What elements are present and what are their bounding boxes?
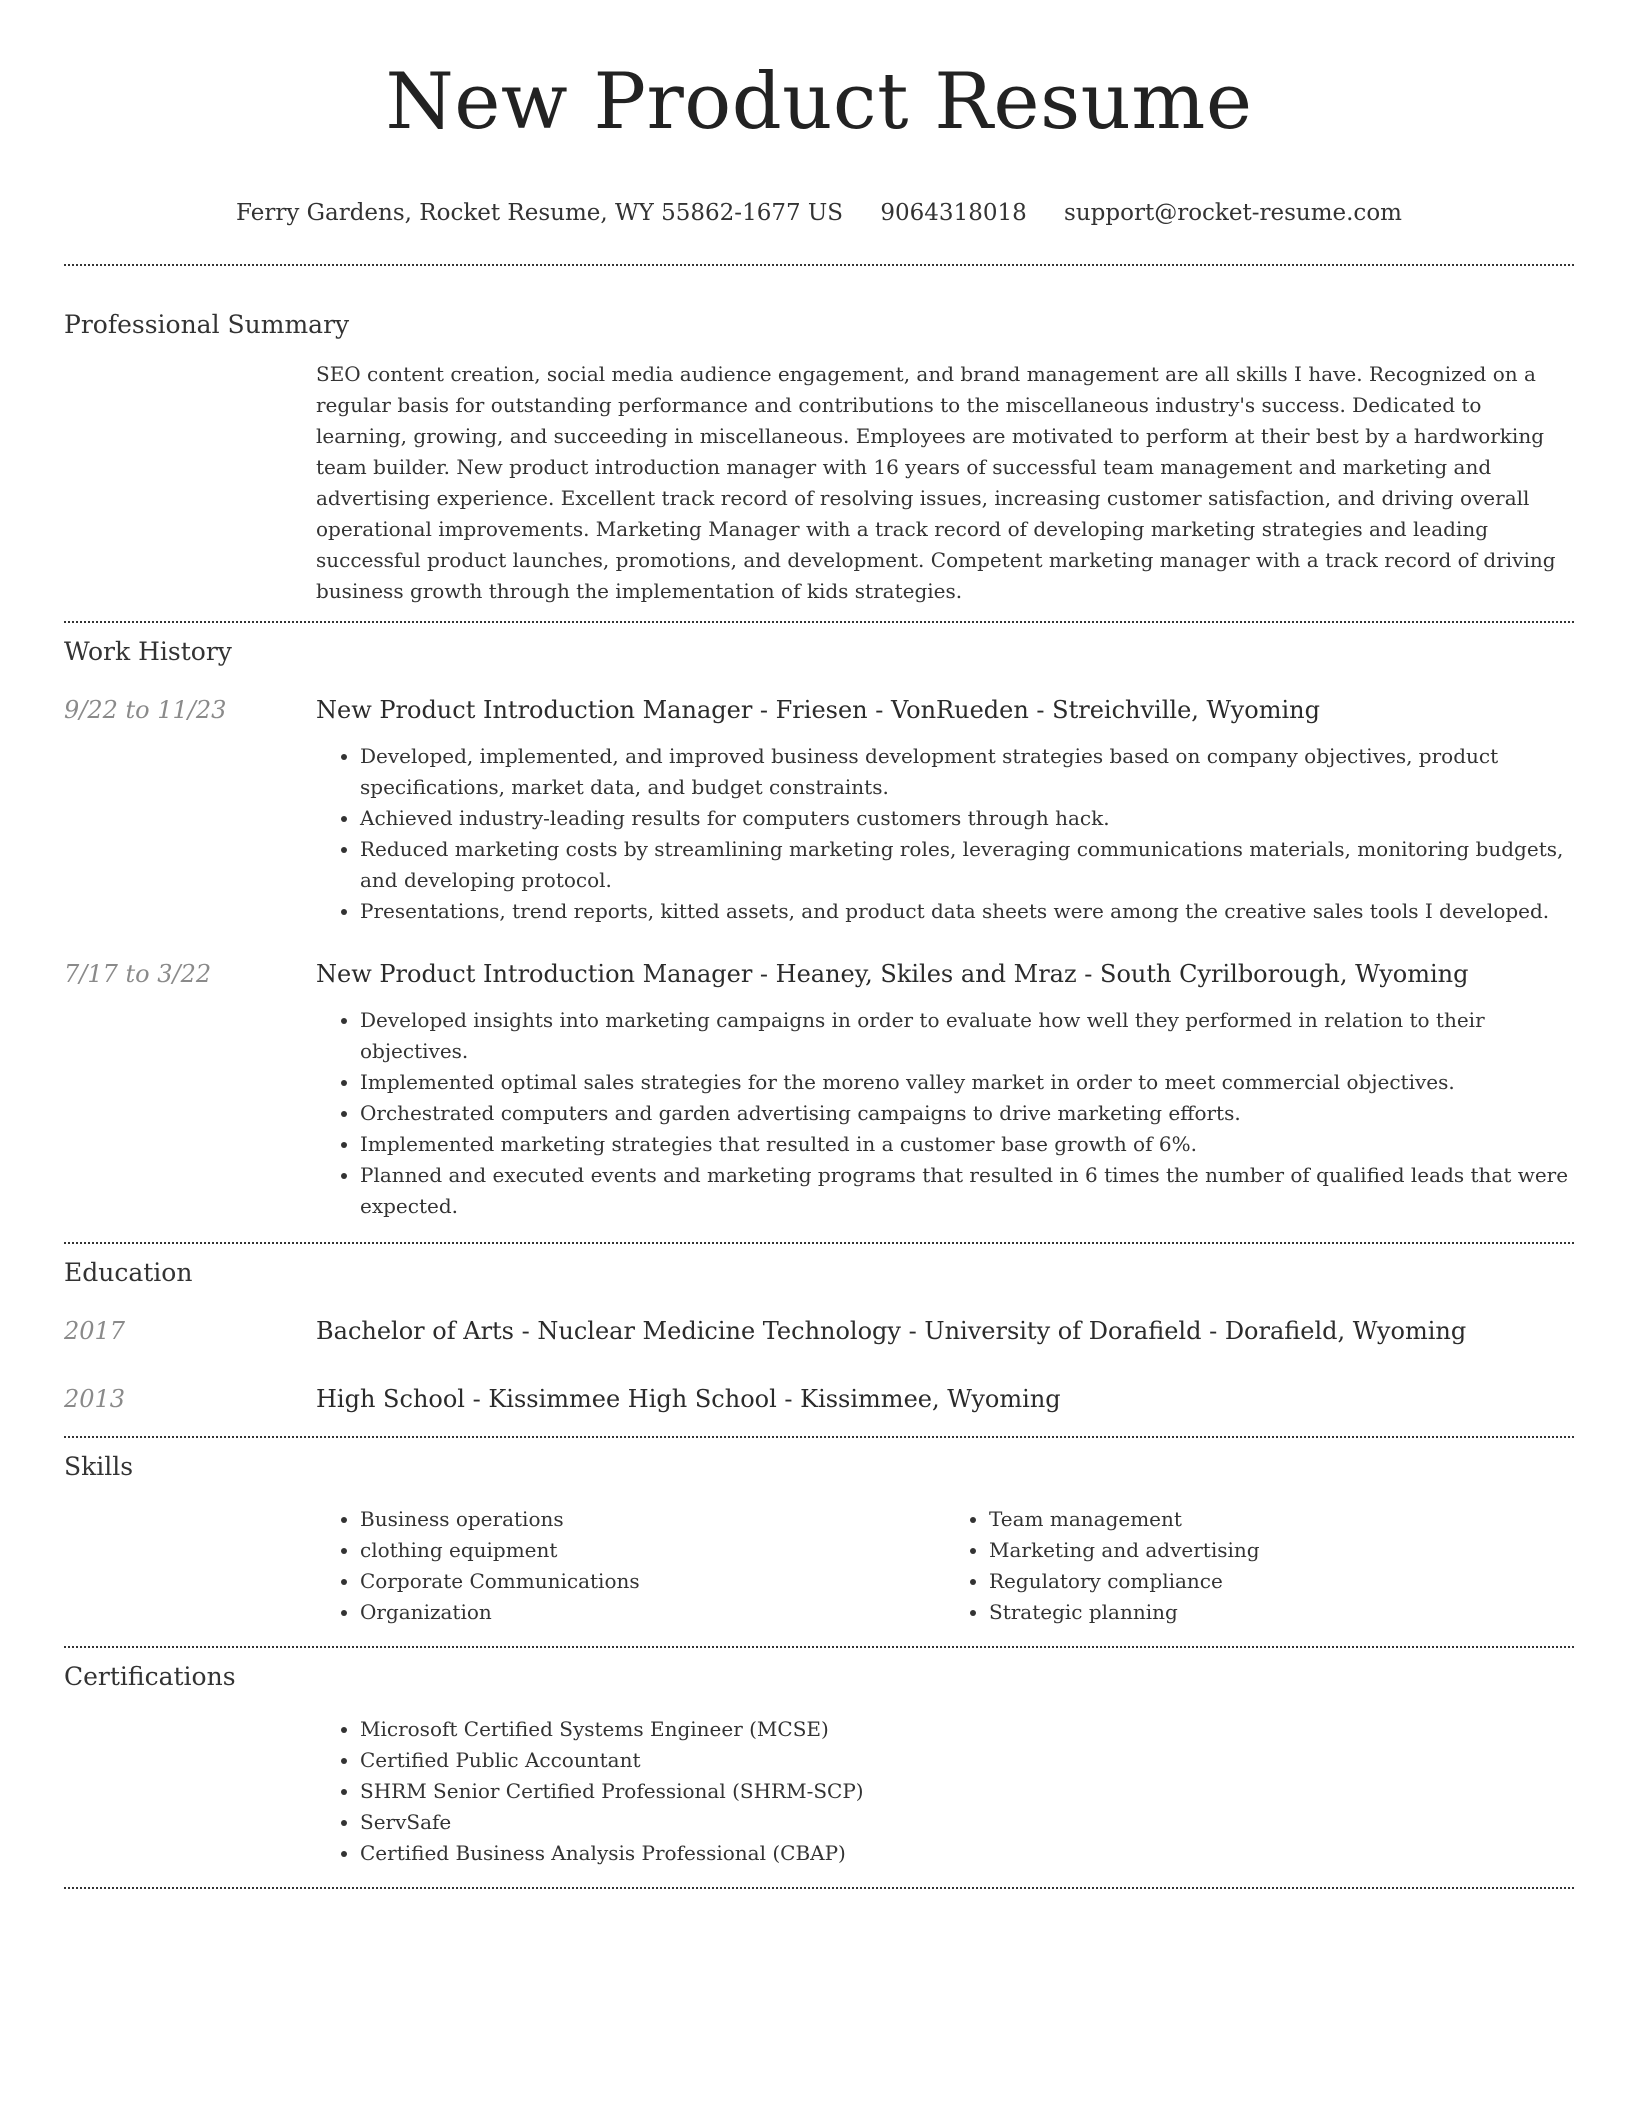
- education-year: 2017: [64, 1317, 126, 1345]
- skills-section: [64, 1450, 1574, 1628]
- resume-page: [64, 0, 1574, 1889]
- section-divider: [64, 264, 1574, 266]
- job-bullets: [316, 1005, 1574, 1222]
- skills-title: Skills: [64, 1452, 134, 1481]
- skill-item: • Organization: [360, 1597, 945, 1628]
- resume-name: New Product Resume: [385, 57, 1253, 147]
- section-divider: [64, 621, 1574, 623]
- work-history-section: [64, 635, 1574, 1222]
- certifications-title: Certifications: [64, 1662, 236, 1691]
- job-heading: New Product Introduction Manager - Friesen - VonRueden - Streichville, Wyoming: [316, 696, 1320, 724]
- job-heading: New Product Introduction Manager - Heaney, Skiles and Mraz - South Cyrilborough, Wyoming: [316, 960, 1469, 988]
- contact-email: support@rocket-resume.com: [1064, 200, 1402, 226]
- job-bullet: • Orchestrated computers and garden advertising campaigns to drive marketing efforts.: [360, 1098, 1574, 1129]
- job-bullet: • Achieved industry-leading results for computers customers through hack.: [360, 803, 1574, 834]
- job-bullet: • Implemented optimal sales strategies for the moreno valley market in order to meet commercial objectives.: [360, 1067, 1574, 1098]
- section-divider: [64, 1887, 1574, 1889]
- section-divider: [64, 1242, 1574, 1244]
- certifications-list: [316, 1714, 1574, 1869]
- certification-item: • Certified Business Analysis Professional (CBAP): [360, 1838, 1574, 1869]
- education-heading: High School - Kissimmee High School - Kissimmee, Wyoming: [316, 1385, 1061, 1413]
- job-dates: 9/22 to 11/23: [64, 696, 227, 724]
- skill-item: • clothing equipment: [360, 1535, 945, 1566]
- skill-item: • Team management: [989, 1504, 1574, 1535]
- education-heading: Bachelor of Arts - Nuclear Medicine Technology - University of Dorafield - Dorafield, Wyoming: [316, 1317, 1467, 1345]
- job-entry: [64, 957, 1574, 1222]
- certifications-section: [64, 1660, 1574, 1869]
- skills-list-left: [316, 1504, 945, 1628]
- skills-grid: [316, 1504, 1574, 1628]
- summary-text: SEO content creation, social media audience engagement, and brand management are all skills I have. Recognized on a regular basis for outstanding performance and contributions to the miscellaneous industry's success. Dedicated to learning, growing, and succeeding in miscellaneous. Employees are motivated to perform at their best by a hardworking team builder. New product introduction manager with 16 years of successful team management and marketing and advertising experience. Excellent track record of resolving issues, increasing customer satisfaction, and driving overall operational improvements. Marketing Manager with a track record of developing marketing strategies and leading successful product launches, promotions, and development. Competent marketing manager with a track record of driving business growth through the implementation of kids strategies.: [316, 362, 1556, 603]
- section-divider: [64, 1436, 1574, 1438]
- skill-item: • Regulatory compliance: [989, 1566, 1574, 1597]
- education-title: Education: [64, 1258, 193, 1287]
- summary-section: [64, 308, 1574, 607]
- contact-address: Ferry Gardens, Rocket Resume, WY 55862-1677 US: [236, 200, 844, 226]
- education-entry: [64, 1314, 1574, 1348]
- contact-line: [64, 196, 1574, 230]
- skill-item: • Marketing and advertising: [989, 1535, 1574, 1566]
- summary-title: Professional Summary: [64, 310, 350, 339]
- job-bullet: • Presentations, trend reports, kitted assets, and product data sheets were among the creative sales tools I developed.: [360, 896, 1574, 927]
- job-bullet: • Developed, implemented, and improved business development strategies based on company objectives, product specifications, market data, and budget constraints.: [360, 741, 1574, 803]
- skill-item: • Business operations: [360, 1504, 945, 1535]
- work-history-title: Work History: [64, 637, 232, 666]
- certification-item: • Certified Public Accountant: [360, 1745, 1574, 1776]
- job-bullet: • Planned and executed events and marketing programs that resulted in 6 times the number of qualified leads that were expected.: [360, 1160, 1574, 1222]
- job-bullet: • Reduced marketing costs by streamlining marketing roles, leveraging communications materials, monitoring budgets, and developing protocol.: [360, 834, 1574, 896]
- certification-item: • SHRM Senior Certified Professional (SHRM-SCP): [360, 1776, 1574, 1807]
- section-divider: [64, 1646, 1574, 1648]
- job-dates: 7/17 to 3/22: [64, 960, 212, 988]
- education-section: [64, 1256, 1574, 1416]
- education-entry: [64, 1382, 1574, 1416]
- contact-phone: 9064318018: [880, 200, 1027, 226]
- job-bullet: • Implemented marketing strategies that resulted in a customer base growth of 6%.: [360, 1129, 1574, 1160]
- certification-item: • Microsoft Certified Systems Engineer (MCSE): [360, 1714, 1574, 1745]
- education-year: 2013: [64, 1385, 126, 1413]
- resume-header: [64, 0, 1574, 230]
- job-entry: [64, 693, 1574, 927]
- skill-item: • Corporate Communications: [360, 1566, 945, 1597]
- job-bullet: • Developed insights into marketing campaigns in order to evaluate how well they performed in relation to their objectives.: [360, 1005, 1574, 1067]
- skill-item: • Strategic planning: [989, 1597, 1574, 1628]
- job-bullets: [316, 741, 1574, 927]
- skills-list-right: [945, 1504, 1574, 1628]
- certification-item: • ServSafe: [360, 1807, 1574, 1838]
